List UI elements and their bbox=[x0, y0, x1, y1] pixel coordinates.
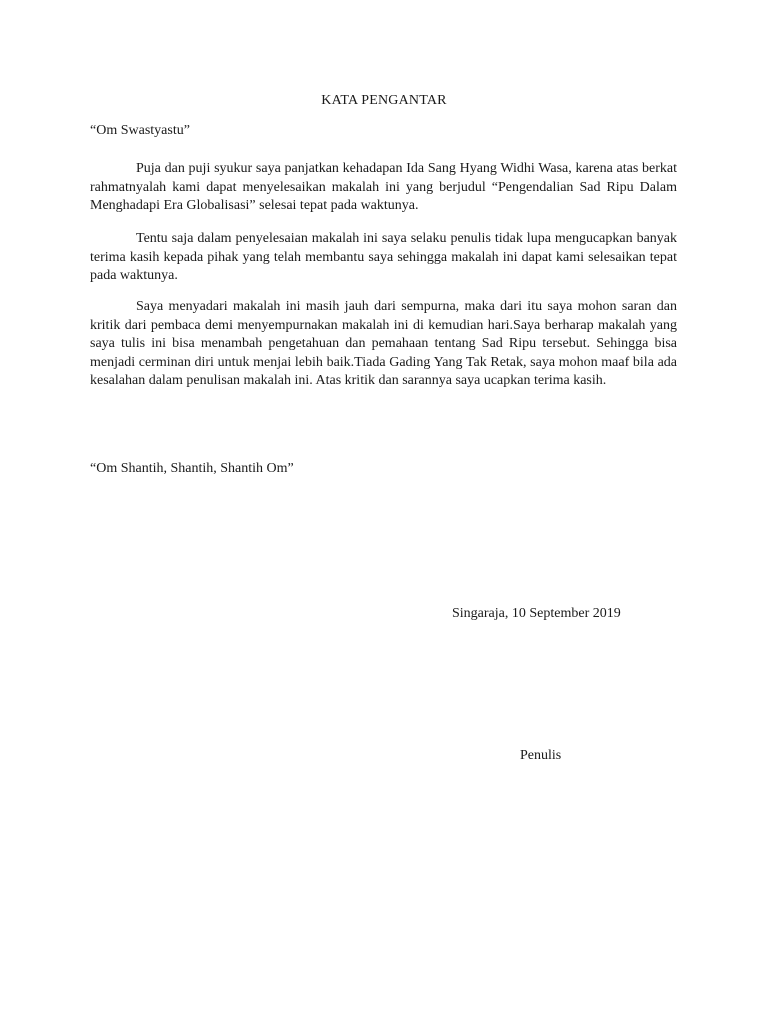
opening-greeting: “Om Swastyastu” bbox=[90, 123, 190, 138]
place-and-date: Singaraja, 10 September 2019 bbox=[452, 606, 621, 621]
paragraph-1: Puja dan puji syukur saya panjatkan kehadapan Ida Sang Hyang Widhi Wasa, karena atas berkat rahmatnyalah kami dapat menyelesaikan makalah ini yang berjudul “Pengendalian Sad Ripu Dalam Menghadapi Era Globalisasi” selesai tepat pada waktunya. bbox=[90, 161, 677, 213]
paragraph-2: Tentu saja dalam penyelesaian makalah ini saya selaku penulis tidak lupa mengucapkan banyak terima kasih kepada pihak yang telah membantu saya sehingga makalah ini dapat kami selesaikan tepat pada waktunya. bbox=[90, 231, 677, 283]
document-title: KATA PENGANTAR bbox=[321, 93, 447, 108]
closing-greeting: “Om Shantih, Shantih, Shantih Om” bbox=[90, 461, 294, 476]
paragraph-3: Saya menyadari makalah ini masih jauh dari sempurna, maka dari itu saya mohon saran dan kritik dari pembaca demi menyempurnakan makalah ini di kemudian hari.Saya berharap makalah yang saya tulis ini bisa menambah pengetahuan dan pemahaan tentang Sad Ripu tersebut. Sehingga bisa menjadi cerminan diri untuk menjai lebih baik.Tiada Gading Yang Tak Retak, saya mohon maaf bila ada kesalahan dalam penulisan makalah ini. Atas kritik dan sarannya saya ucapkan terima kasih. bbox=[90, 299, 677, 388]
author-signature: Penulis bbox=[520, 748, 562, 763]
